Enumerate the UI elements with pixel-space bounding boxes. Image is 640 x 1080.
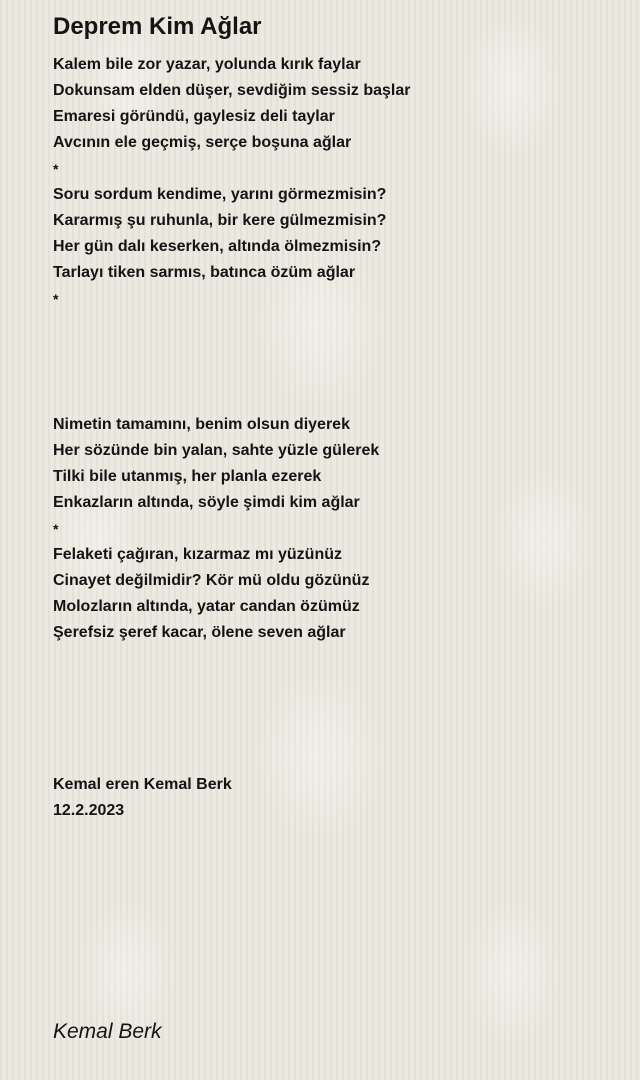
poem-footer <box>53 772 232 824</box>
poem-line: Kalem bile zor yazar, yolunda kırık faylar <box>53 56 361 73</box>
poem-line: Nimetin tamamını, benim olsun diyerek <box>53 416 350 433</box>
poem-title: Deprem Kim Ağlar <box>53 13 262 40</box>
stanza-3 <box>53 412 379 542</box>
poem-line: Soru sordum kendime, yarını görmezmisin? <box>53 186 387 203</box>
stanza-separator: * <box>53 161 59 177</box>
author-line: Kemal eren Kemal Berk <box>53 776 232 793</box>
poem-line: Her sözünde bin yalan, sahte yüzle gülerek <box>53 442 380 459</box>
poem-date: 12.2.2023 <box>53 802 125 819</box>
poem-line: Tarlayı tiken sarmıs, batınca özüm ağlar <box>53 264 356 281</box>
poem-line: Şerefsiz şeref kacar, ölene seven ağlar <box>53 624 346 641</box>
poem-line: Felaketi çağıran, kızarmaz mı yüzünüz <box>53 546 342 563</box>
stanza-1 <box>53 52 410 182</box>
author-signature: Kemal Berk <box>53 1020 162 1043</box>
poem-line: Enkazların altında, söyle şimdi kim ağlar <box>53 494 360 511</box>
poem-line: Kararmış şu ruhunla, bir kere gülmezmisin? <box>53 212 387 229</box>
stanza-4 <box>53 542 369 646</box>
poem-line: Cinayet değilmidir? Kör mü oldu gözünüz <box>53 572 370 589</box>
stanza-2 <box>53 182 386 312</box>
stanza-separator: * <box>53 521 59 537</box>
poem-line: Her gün dalı keserken, altında ölmezmisin? <box>53 238 382 255</box>
poem-line: Avcının ele geçmiş, serçe boşuna ağlar <box>53 134 352 151</box>
poem-line: Tilki bile utanmış, her planla ezerek <box>53 468 322 485</box>
poem-line: Emaresi göründü, gaylesiz deli taylar <box>53 108 335 125</box>
poem-line: Molozların altında, yatar candan özümüz <box>53 598 360 615</box>
stanza-separator: * <box>53 291 59 307</box>
poem-line: Dokunsam elden düşer, sevdiğim sessiz başlar <box>53 82 411 99</box>
